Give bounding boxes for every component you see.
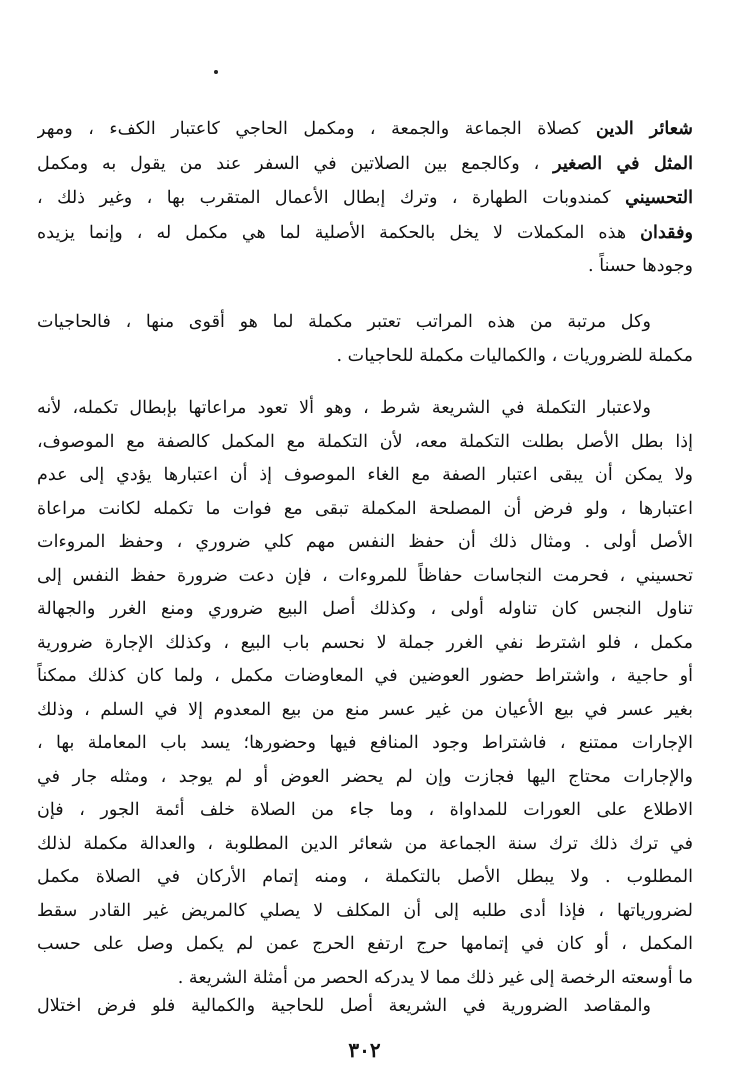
line-text: تحسيني ، فحرمت النجاسات حفاظاً للمروءات ، فإن دعت ضرورة حفظ النفس إلى — [37, 565, 693, 586]
line-text: هذه المكملات لا يخل بالحكمة الأصلية لما هي مكمل له ، وإنما يزيده — [37, 222, 641, 243]
paragraph-2-line-2 — [37, 340, 693, 374]
paragraph-3-line-9 — [37, 660, 693, 694]
line-text: المكمل ، أو كان في إتمامها حرج ارتفع الحرج عمن لم يكمل وصل على حسب — [37, 934, 693, 954]
line-text: تناول النجس كان تناوله أولى ، وكذلك أصل البيع ضروري ومنع الغرر والجهالة — [37, 599, 693, 619]
paragraph-3-line-7 — [37, 593, 693, 627]
paragraph-3-line-16 — [37, 895, 693, 929]
paragraph-3-line-5 — [37, 526, 693, 560]
stray-dot-mark — [214, 70, 218, 74]
line-text: وكل مرتبة من هذه المراتب تعتبر مكملة لما هو أقوى منها ، فالحاجيات — [37, 312, 651, 332]
line-text: بغير عسر في بيع الأعيان من غير عسر منع من بيع المعدوم إلا في السلم ، وذلك — [37, 699, 693, 720]
paragraph-3 — [37, 392, 693, 995]
line-text: المطلوب . ولا يبطل الأصل بالتكملة ، ومنه إتمام الأركان في الصلاة مكمل — [37, 867, 693, 887]
line-text: في ترك ذلك ترك سنة الجماعة من شعائر الدين المطلوبة ، والعدالة مكملة لذلك — [37, 833, 693, 854]
paragraph-3-line-11 — [37, 727, 693, 761]
paragraph-3-line-14 — [37, 828, 693, 862]
paragraph-2-line-1 — [37, 306, 693, 340]
line-text: الإجارات ممتنع ، فاشتراط وجود المنافع فيها وحضورها؛ يسد باب المعاملة بها ، — [37, 733, 693, 753]
line-text: ولاعتبار التكملة في الشريعة شرط ، وهو ألا تعود مراعاتها بإبطال تكمله، لأنه — [37, 398, 651, 418]
bold-term: شعائر الدين — [596, 118, 693, 139]
bold-term: وفقدان — [640, 221, 693, 243]
line-text: ولا يمكن أن يبقى اعتبار الصفة مع الغاء الموصوف إذ أن اعتبارها يؤدي إلى عدم — [37, 465, 693, 485]
paragraph-3-line-4 — [37, 493, 693, 527]
paragraph-2 — [37, 306, 693, 373]
line-text: كمندوبات الطهارة ، وترك إبطال الأعمال المتقرب بها ، وغير ذلك ، — [37, 188, 626, 208]
paragraph-3-line-1 — [37, 392, 693, 426]
paragraph-3-line-2 — [37, 426, 693, 460]
paragraph-3-line-12 — [37, 761, 693, 795]
bold-term: التحسيني — [625, 187, 693, 208]
line-text: مكملة للضروريات ، والكماليات مكملة للحاجيات . — [336, 345, 693, 366]
paragraph-1-line-2 — [37, 147, 693, 182]
paragraph-1 — [37, 112, 693, 284]
paragraph-3-line-3 — [37, 459, 693, 493]
line-text: لضرورياتها ، فإذا أدى طلبه إلى أن المكلف لا يصلي كالمريض غير القادر سقط — [37, 900, 693, 921]
line-text: والمقاصد الضرورية في الشريعة أصل للحاجية والكمالية فلو فرض اختلال — [37, 996, 651, 1016]
paragraph-4-line-1 — [37, 990, 693, 1024]
paragraph-3-line-8 — [37, 627, 693, 661]
paragraph-3-line-6 — [37, 560, 693, 594]
paragraph-1-line-3 — [37, 181, 693, 216]
line-text: ، وكالجمع بين الصلاتين في السفر عند من يقول به ومكمل — [37, 153, 554, 174]
paragraph-4 — [37, 990, 693, 1024]
line-text: والإجارات محتاج اليها فجازت وإن لم يحضر العوض أو لم يوجد ، ومثله جار في — [37, 766, 693, 787]
line-text: اعتبارها ، ولو فرض أن المصلحة المكملة تبقى مع فوات ما تكمله لكانت مراعاة — [37, 498, 693, 519]
page-number: ٣٠٢ — [348, 1038, 381, 1062]
paragraph-3-line-15 — [37, 861, 693, 895]
line-text: الأصل أولى . ومثال ذلك أن حفظ النفس مهم كلي ضروري ، وحفظ المروءات — [37, 532, 693, 552]
line-text: كصلاة الجماعة والجمعة ، ومكمل الحاجي كاعتبار الكفء ، ومهر — [37, 119, 597, 139]
paragraph-3-line-13 — [37, 794, 693, 828]
paragraph-3-line-10 — [37, 694, 693, 728]
paragraph-3-line-17 — [37, 928, 693, 962]
line-text: الاطلاع على العورات للمداواة ، وما جاء من الصلاة خلف أئمة الجور ، فإن — [37, 800, 693, 820]
paragraph-1-line-5 — [37, 250, 693, 284]
line-text: أو حاجية ، واشتراط حضور العوضين في المعاوضات مكمل ، ولما كان كذلك ممكناً — [37, 666, 693, 686]
line-text: ما أوسعته الرخصة إلى غير ذلك مما لا يدركه الحصر من أمثلة الشريعة . — [177, 967, 693, 988]
bold-term: المثل في الصغير — [553, 152, 693, 174]
paragraph-1-line-1 — [37, 112, 693, 147]
line-text: مكمل ، فلو اشترط نفي الغرر جملة لا نحسم باب البيع ، وكذلك الإجارة ضرورية — [37, 632, 693, 653]
line-text: وجودها حسناً . — [588, 256, 693, 276]
line-text: إذا بطل الأصل بطلت التكملة معه، لأن التكملة مع المكمل كالصفة مع الموصوف، — [37, 431, 693, 452]
paragraph-1-line-4 — [37, 216, 693, 251]
